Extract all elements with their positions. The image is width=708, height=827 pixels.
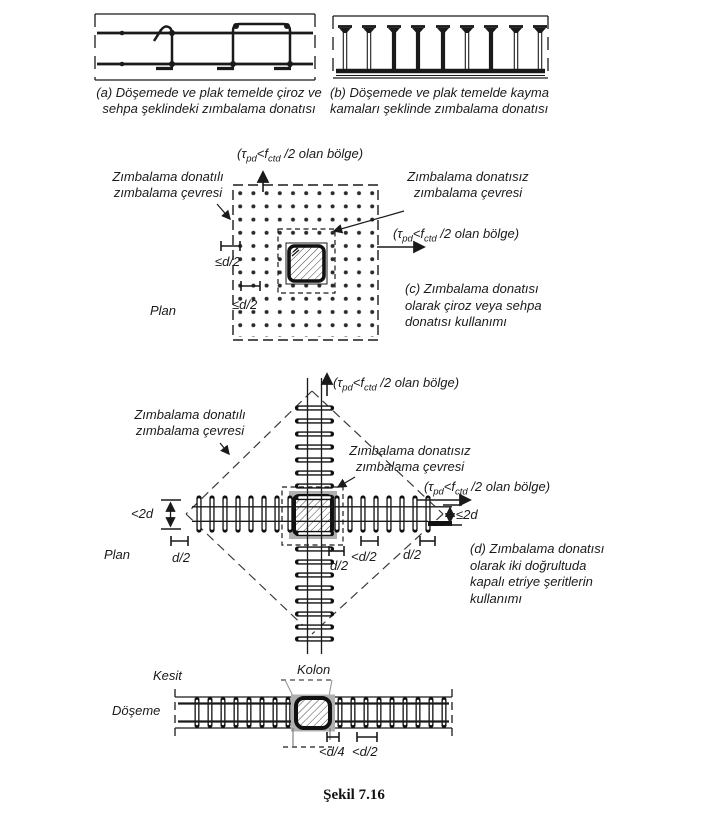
rebar-section-dots xyxy=(120,23,293,67)
caption-a xyxy=(95,85,323,117)
doseme-label: Döşeme xyxy=(112,703,161,718)
region-formula-c-right: ($\tau_{pd}<f_{ctd}$ /2 olan bölge) xyxy=(393,226,520,245)
dimension-d4-ticks xyxy=(327,732,339,742)
dimension-d2-section-ticks xyxy=(357,732,377,742)
label-reinforced-perimeter-d xyxy=(126,407,254,439)
dim-label-d2-left: d/2 xyxy=(172,550,191,565)
dim-label-d2-center: d/2 xyxy=(330,558,349,573)
caption-a-line2: sehpa şeklindeki zımbalama donatısı xyxy=(102,101,316,116)
column-edge-above-right xyxy=(329,680,332,696)
column-section xyxy=(296,698,330,728)
dim-label-d2-right: d/2 xyxy=(403,547,422,562)
panel-c-drawing xyxy=(217,172,424,340)
caption-d-line1: (d) Zımbalama donatısı xyxy=(470,541,605,556)
caption-c-line3: donatısı kullanımı xyxy=(405,314,507,329)
stud-bottom-rail xyxy=(336,71,545,76)
leader-reinforced-c xyxy=(217,204,230,219)
plan-label-c: Plan xyxy=(150,303,177,318)
label-reinforced-perimeter-c xyxy=(103,169,233,201)
label-line: Zımbalama donatılı xyxy=(112,169,224,184)
sehpa-chair xyxy=(233,24,290,67)
caption-b-line2: kamaları şeklinde zımbalama donatısı xyxy=(330,101,549,116)
caption-c-line2: olarak çiroz veya sehpa xyxy=(405,297,542,313)
slab-rebar-a xyxy=(97,33,313,64)
caption-a-line1: (a) Döşemede ve plak temelde çiroz ve xyxy=(96,85,322,100)
label-line: zımbalama çevresi xyxy=(135,423,245,438)
dimension-d2-left-ticks xyxy=(171,536,188,546)
dim-label-d2-section: <d/2 xyxy=(352,744,378,759)
caption-d-line2: olarak iki doğrultuda xyxy=(470,557,587,573)
label-line: Zımbalama donatılı xyxy=(134,407,246,422)
dimension-2d-left xyxy=(161,500,181,529)
panel-a-drawing xyxy=(95,14,315,80)
region-formula-d-right: ($\tau_{pd}<f_{ctd}$ /2 olan bölge) xyxy=(424,479,551,498)
dim-label-2d-left: <2d xyxy=(131,506,154,521)
section-drawing xyxy=(175,680,452,747)
caption-c xyxy=(405,281,542,331)
caption-c-line1: (c) Zımbalama donatısı xyxy=(405,281,539,296)
dim-label-d4-section: <d/4 xyxy=(319,744,345,759)
label-unreinforced-perimeter-c xyxy=(404,169,532,201)
leader-unreinforced-d xyxy=(338,477,355,487)
caption-d xyxy=(470,541,604,607)
region-formula-d-top: ($\tau_{pd}<f_{ctd}$ /2 olan bölge) xyxy=(333,375,460,394)
dim-label-lt-d2: <d/2 xyxy=(351,549,377,564)
shear-studs xyxy=(338,27,547,70)
caption-b xyxy=(330,85,549,117)
dim-label-2d-right: ≤2d xyxy=(456,507,478,522)
dimension-d2-mid-ticks xyxy=(361,536,378,546)
leader-reinforced-d xyxy=(220,443,229,454)
dimension-d2-right-ticks xyxy=(420,536,435,546)
dim-label-d2-upper: ≤d/2 xyxy=(215,254,241,269)
plan-label-d: Plan xyxy=(104,547,131,562)
label-line: zımbalama çevresi xyxy=(355,459,465,474)
kesit-label: Kesit xyxy=(153,668,182,683)
caption-d-line4: kullanımı xyxy=(470,590,523,606)
region-formula-c-top: ($\tau_{pd}<f_{ctd}$ /2 olan bölge) xyxy=(237,146,364,165)
label-line: zımbalama çevresi xyxy=(113,185,223,200)
caption-b-line1: (b) Döşemede ve plak temelde kayma xyxy=(330,85,549,100)
caption-d-line3: kapalı etriye şeritlerin xyxy=(470,574,593,589)
label-line: Zımbalama donatısız xyxy=(349,443,471,458)
panel-b-drawing xyxy=(333,16,548,78)
dim-label-d2-lower: ≤d/2 xyxy=(232,297,258,312)
label-unreinforced-perimeter-d xyxy=(346,443,474,475)
label-line: zımbalama çevresi xyxy=(413,185,523,200)
column-d xyxy=(294,496,332,534)
label-line: Zımbalama donatısız xyxy=(407,169,529,184)
figure-caption: Şekil 7.16 xyxy=(323,787,385,803)
column-edge-above-left xyxy=(285,680,293,696)
kolon-label: Kolon xyxy=(297,662,331,677)
